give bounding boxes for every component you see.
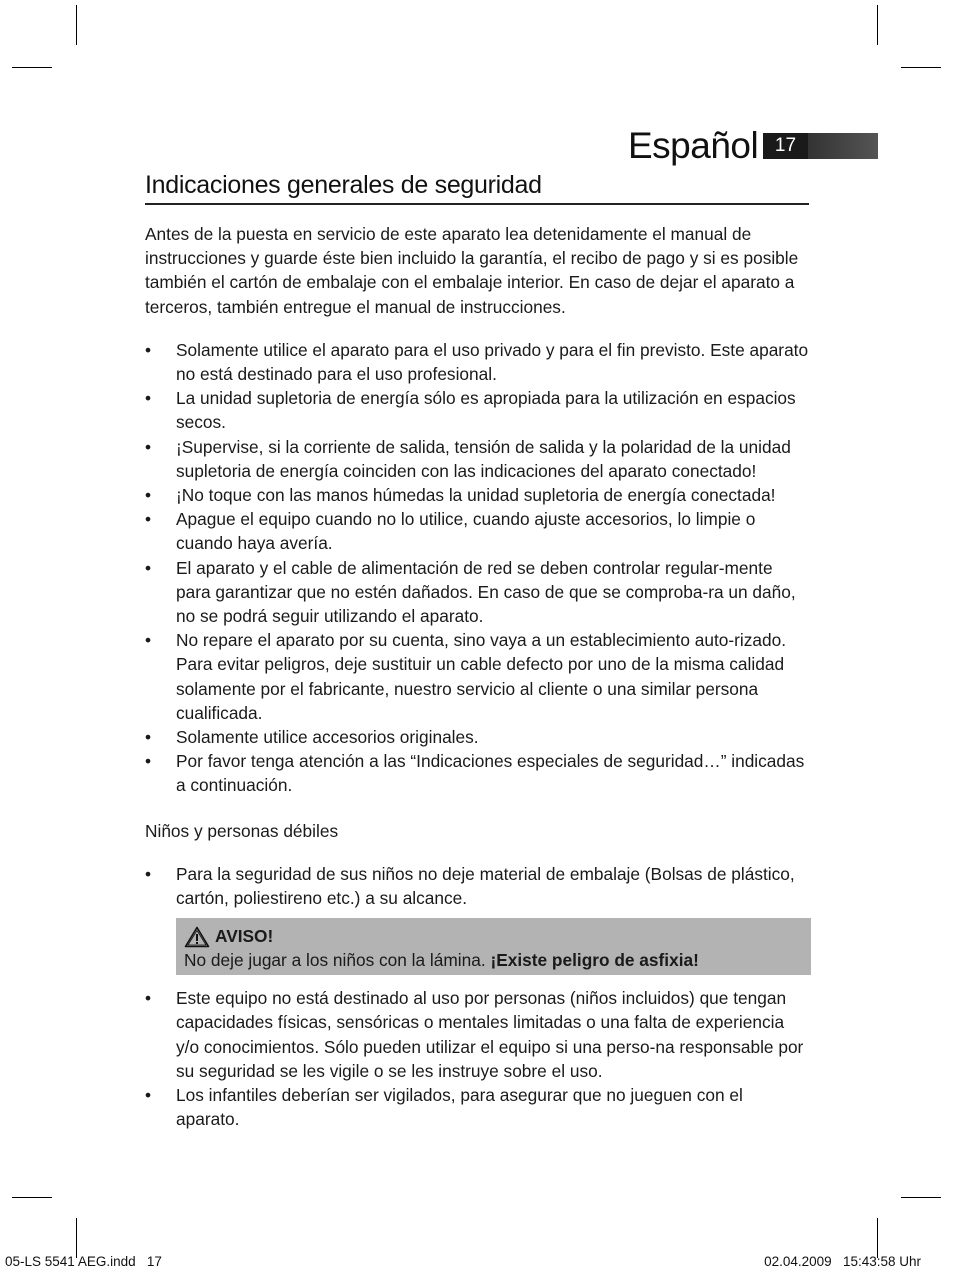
bullet-dot: • (145, 436, 152, 457)
children-bullet-list (145, 862, 811, 910)
bullet-dot: • (145, 630, 152, 651)
list-item: • No repare el aparato por su cuenta, sino vaya a un establecimiento auto-rizado. Para evitar peligros, deje sustituir un cable defecto por uno de la misma calidad solamente por el fabricante, nuestro servicio al cliente o una similar persona cualificada. (145, 630, 787, 723)
list-item: • Por favor tenga atención a las “Indicaciones especiales de seguridad…” indicadas a continuación. (145, 751, 805, 796)
list-item: • El aparato y el cable de alimentación de red se deben controlar regular-mente para garantizar que no estén dañados. En caso de que se comproba-ra un daño, no se podrá seguir utilizando el aparato. (145, 557, 796, 627)
page-number: 17 (763, 133, 808, 159)
list-item: • ¡No toque con las manos húmedas la unidad supletoria de energía conectada! (145, 483, 811, 507)
safety-bullet-list (145, 338, 811, 798)
bullet-dot: • (145, 485, 152, 506)
section-title: Indicaciones generales de seguridad (145, 168, 809, 205)
list-item: • Solamente utilice el aparato para el uso privado y para el fin previsto. Este aparato no está destinado para el uso profesional. (145, 339, 809, 385)
warning-box (176, 918, 811, 975)
bullet-dot: • (145, 863, 152, 884)
crop-mark-bottom-right-vertical (877, 1218, 878, 1258)
intro-paragraph: Antes de la puesta en servicio de este aparato lea detenidamente el manual de instrucciones y guarde éste bien incluido la garantía, el recibo de pago y si es posible también el cartón de embalaje con el embalaje interior. En caso de dejar el aparato a terceros, también entregue el manual de instrucciones. (145, 224, 799, 317)
children-subheading: Niños y personas débiles (145, 820, 339, 841)
crop-mark-bottom-left-horizontal (12, 1197, 52, 1198)
bullet-dot: • (145, 388, 152, 409)
crop-mark-top-left-horizontal (12, 67, 52, 68)
list-item: • Apague el equipo cuando no lo utilice, cuando ajuste accesorios, lo limpie o cuando haya avería. (145, 509, 756, 554)
list-item: • ¡Supervise, si la corriente de salida, tensión de salida y la polaridad de la unidad supletoria de energía coinciden con las indicaciones del aparato conectado! (145, 436, 791, 481)
warning-triangle-icon (184, 926, 210, 948)
crop-mark-bottom-right-horizontal (901, 1197, 941, 1198)
list-item: • La unidad supletoria de energía sólo es apropiada para la utilización en espacios secos. (145, 388, 796, 433)
bullet-dot: • (145, 1085, 152, 1106)
page-number-bar (808, 133, 878, 159)
crop-mark-top-right-horizontal (901, 67, 941, 68)
list-item: • Para la seguridad de sus niños no deje material de embalaje (Bolsas de plástico, cartón, poliestireno etc.) a su alcance. (145, 863, 795, 909)
warning-header (184, 924, 803, 948)
warning-label: AVISO! (215, 926, 274, 947)
crop-mark-bottom-left-vertical (76, 1218, 77, 1258)
bullet-dot: • (145, 557, 152, 578)
bullet-dot: • (145, 751, 152, 772)
footer-file-info: 05-LS 5541 AEG.indd 17 (5, 1254, 162, 1269)
crop-mark-top-left-vertical (76, 5, 77, 45)
children-bullet-list-continued (145, 986, 811, 1131)
warning-strong-text: ¡Existe peligro de asfixia! (490, 950, 699, 971)
list-item: • Los infantiles deberían ser vigilados, para asegurar que no jueguen con el aparato. (145, 1085, 743, 1130)
content-body (145, 222, 811, 1132)
language-title: Español (628, 125, 759, 166)
list-item: • Solamente utilice accesorios originales. (145, 725, 811, 749)
bullet-dot: • (145, 339, 152, 360)
bullet-dot: • (145, 727, 152, 748)
bullet-dot: • (145, 988, 152, 1009)
crop-mark-top-right-vertical (877, 5, 878, 45)
bullet-dot: • (145, 509, 152, 530)
warning-text: No deje jugar a los niños con la lámina. ¡Existe peligro de asfixia! (184, 950, 699, 971)
footer-timestamp: 02.04.2009 15:43:58 Uhr (764, 1254, 921, 1269)
list-item: • Este equipo no está destinado al uso por personas (niños incluidos) que tengan capacidades físicas, sensóricas o mentales limitadas o una falta de experiencia y/o conocimientos. Sólo pueden utilizar el equipo si una perso-na responsable por su seguridad se les vigile o se les instruye sobre el uso. (145, 988, 804, 1081)
